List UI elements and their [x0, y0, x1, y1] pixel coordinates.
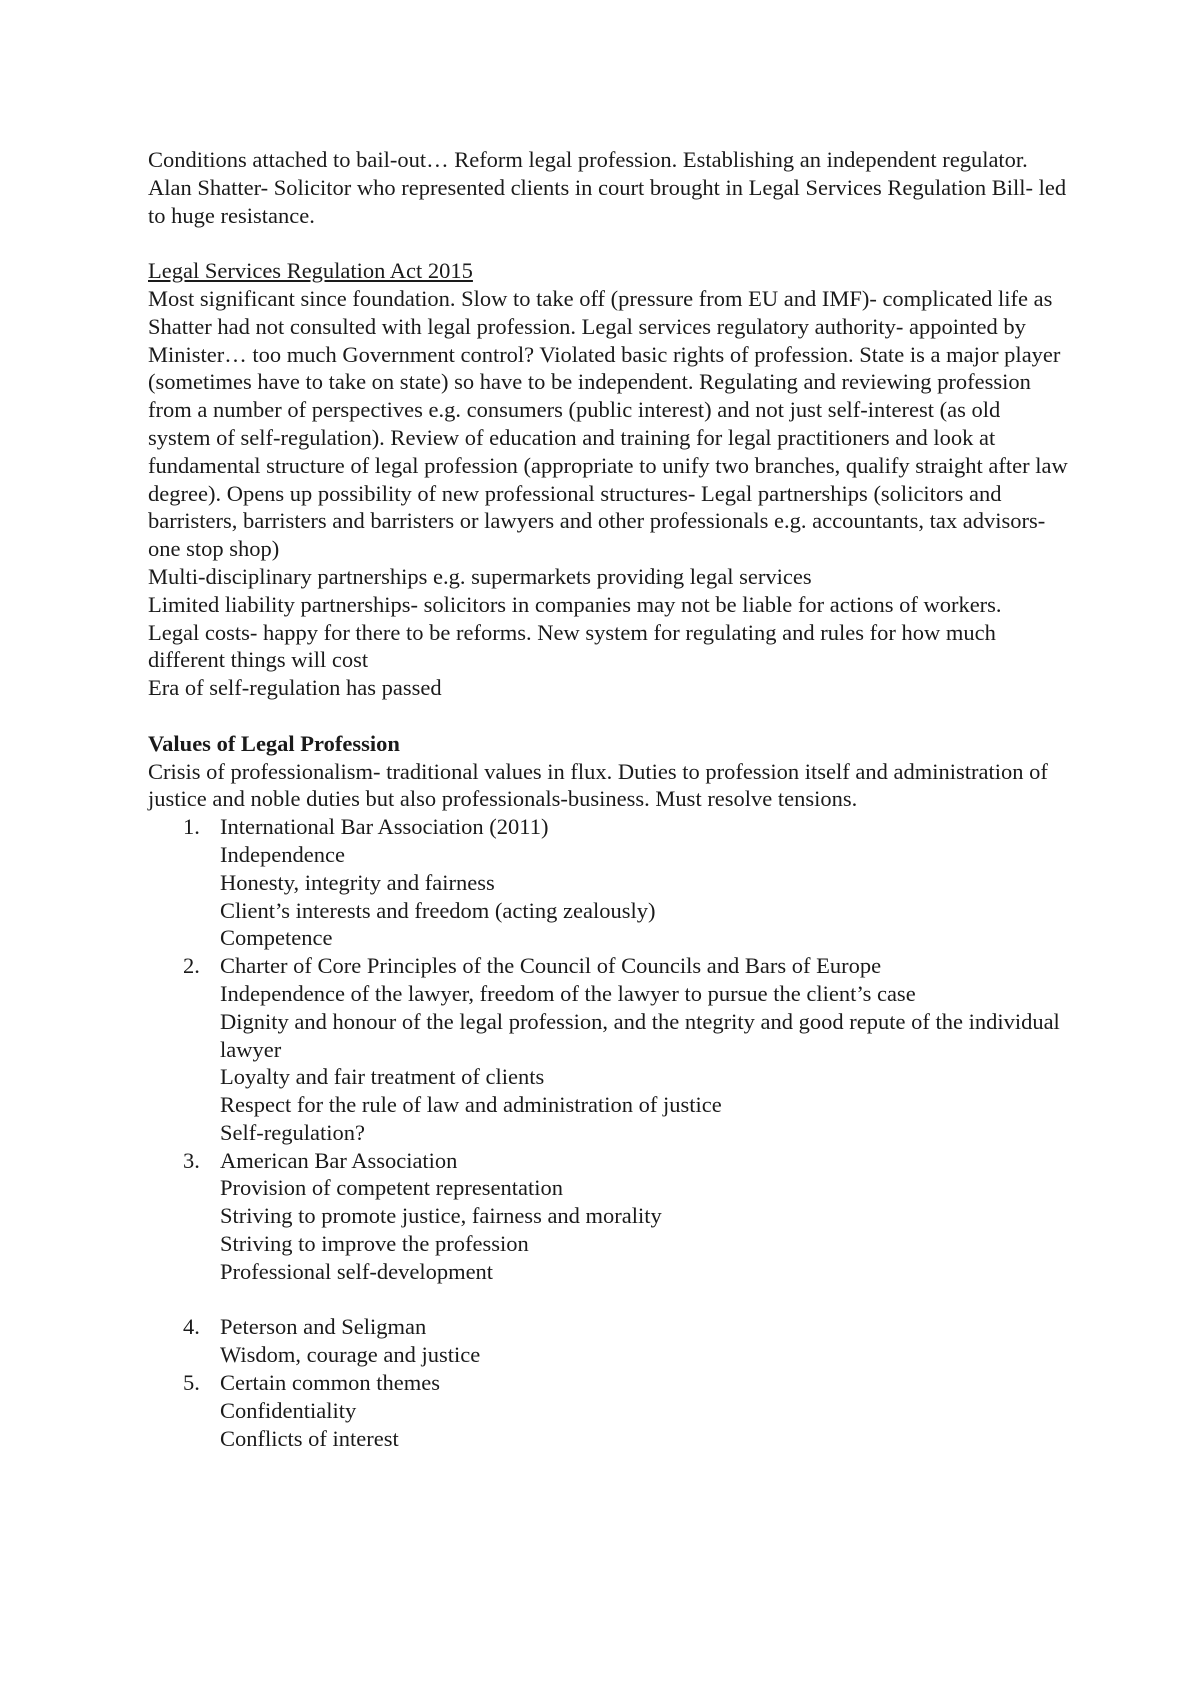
act-body-paragraph: Most significant since foundation. Slow to take off (pressure from EU and IMF)- complicated life as Shatter had not consulted with legal profession. Legal services regulatory authority- appointed by Minister… too much Government control? Violated basic rights of profession. State is a major player (sometimes have to take on state) so have to be independent. Regulating and reviewing profession from a number of perspectives e.g. consumers (public interest) and not just self-interest (as old system of self-regulation). Review of education and training for legal practitioners and look at fundamental structure of legal profession (appropriate to unify two branches, qualify straight after law degree). Opens up possibility of new professional structures- Legal partnerships (solicitors and barristers, barristers and barristers or lawyers and other professionals e.g. accountants, tax advisors- one stop shop) [148, 285, 1068, 562]
values-intro: Crisis of professionalism- traditional values in flux. Duties to profession itself and administration of justice and noble duties but also professionals-business. Must resolve tensions. [148, 758, 1048, 812]
list-item-line: Client’s interests and freedom (acting zealously) [220, 897, 656, 923]
list-item [148, 813, 1068, 952]
list-item-line: Respect for the rule of law and administration of justice [220, 1092, 722, 1118]
list-item-line: Professional self-development [220, 1258, 494, 1284]
list-item-line: Conflicts of interest [220, 1425, 399, 1451]
values-list [148, 813, 1068, 1452]
list-item-number: 2. [183, 953, 200, 979]
blank-line [148, 702, 1068, 730]
act-line-legal-costs: Legal costs- happy for there to be reforms. New system for regulating and rules for how much different things will cost [148, 619, 996, 673]
list-item [148, 1313, 1068, 1369]
list-item-number: 4. [183, 1314, 200, 1340]
list-item-title: Charter of Core Principles of the Council of Councils and Bars of Europe [220, 953, 882, 979]
list-item [148, 1369, 1068, 1452]
list-item-title: International Bar Association (2011) [220, 814, 549, 840]
list-item-number: 3. [183, 1147, 200, 1173]
list-item-line: Honesty, integrity and fairness [220, 869, 495, 895]
list-item-line: Confidentiality [220, 1397, 357, 1423]
list-item-title: Certain common themes [220, 1370, 440, 1396]
list-item-line: Loyalty and fair treatment of clients [220, 1064, 545, 1090]
blank-line [220, 1286, 1068, 1314]
act-line-multidisciplinary: Multi-disciplinary partnerships e.g. supermarkets providing legal services [148, 563, 812, 589]
act-heading: Legal Services Regulation Act 2015 [148, 258, 473, 284]
list-item [148, 952, 1068, 1147]
act-line-era: Era of self-regulation has passed [148, 675, 442, 701]
values-heading: Values of Legal Profession [148, 730, 400, 756]
list-item-line: Independence of the lawyer, freedom of the lawyer to pursue the client’s case [220, 980, 916, 1006]
list-item-line: Dignity and honour of the legal profession, and the ntegrity and good repute of the individual lawyer [220, 1008, 1060, 1062]
blank-line [148, 229, 1068, 257]
intro-paragraph-shatter: Alan Shatter- Solicitor who represented clients in court brought in Legal Services Regulation Bill- led to huge resistance. [148, 174, 1067, 228]
list-item-title: American Bar Association [220, 1147, 458, 1173]
intro-paragraph-bailout: Conditions attached to bail-out… Reform legal profession. Establishing an independent regulator. [148, 147, 1028, 172]
list-item-line: Independence [220, 841, 345, 867]
list-item-title: Peterson and Seligman [220, 1314, 427, 1340]
document-body [148, 146, 1068, 1452]
list-item-line: Competence [220, 925, 333, 951]
act-line-limited-liability: Limited liability partnerships- solicitors in companies may not be liable for actions of workers. [148, 591, 1002, 617]
list-item-line: Provision of competent representation [220, 1175, 564, 1201]
list-item-number: 1. [183, 814, 200, 840]
list-item-line: Self-regulation? [220, 1119, 365, 1145]
list-item-line: Striving to promote justice, fairness and morality [220, 1203, 662, 1229]
list-item [148, 1147, 1068, 1314]
list-item-line: Striving to improve the profession [220, 1231, 529, 1257]
list-item-number: 5. [183, 1370, 200, 1396]
list-item-line: Wisdom, courage and justice [220, 1342, 481, 1368]
